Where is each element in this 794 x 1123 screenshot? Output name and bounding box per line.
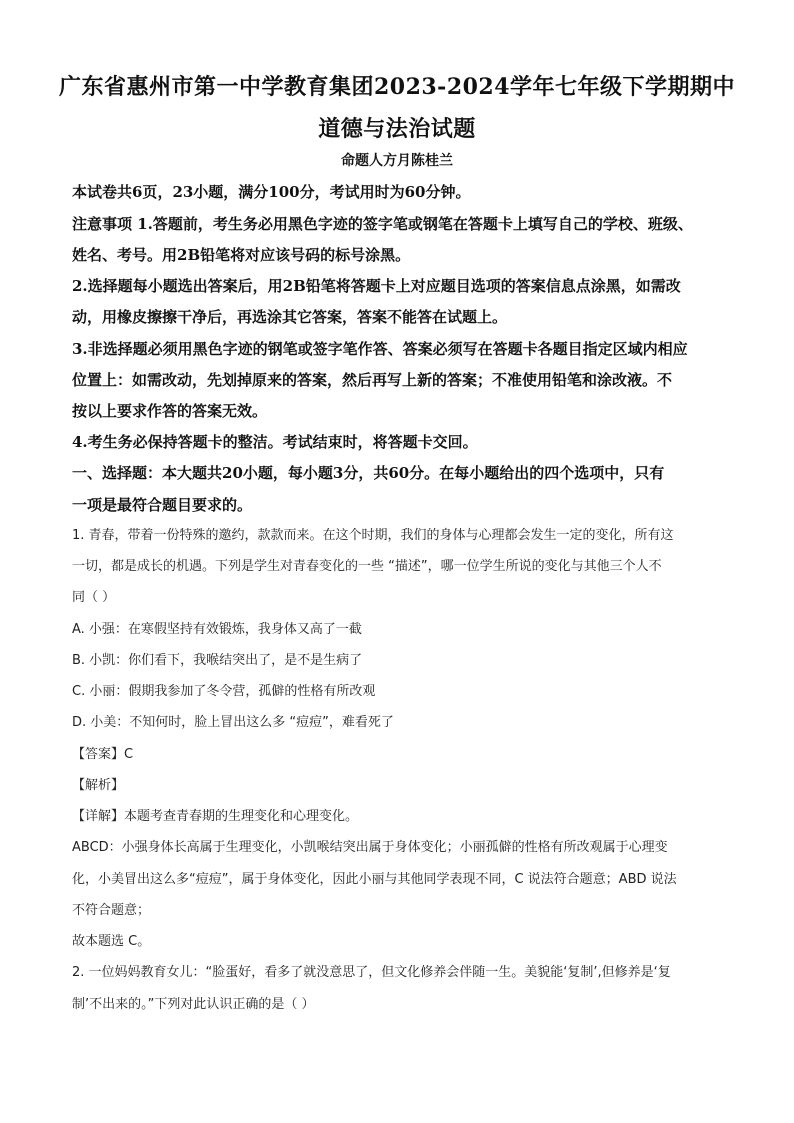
answer-label: 【答案】 (72, 747, 125, 762)
note-1-line-b: 姓名、考号。用2B铅笔将对应该号码的标号涂黑。 (72, 246, 411, 264)
q1-option-b: B. 小凯：你们看下，我喉结突出了，是不是生病了 (72, 653, 363, 668)
q1-detail: 【详解】本题考查青春期的生理变化和心理变化。 (72, 809, 359, 824)
q1-conclusion: 故本题选 C。 (72, 934, 151, 949)
q1-stem-line-c: 同（ ） (72, 590, 116, 605)
q1-option-d: D. 小美：不知何时，脸上冒出这么多 “痘痘”，难看死了 (72, 715, 394, 730)
q1-answer (72, 745, 722, 765)
answer-value: C (124, 747, 134, 762)
q1-explain-line-a: ABCD：小强身体长高属于生理变化，小凯喉结突出属于身体变化；小丽孤僻的性格有所改观属于心理变 (72, 840, 668, 855)
q1-option-c: C. 小丽：假期我参加了冬令营，孤僻的性格有所改观 (72, 684, 376, 699)
q2-stem-line-b: 制’不出来的。”下列对此认识正确的是（ ） (72, 997, 315, 1012)
section-heading-line-a: 一、选择题：本大题共20小题，每小题3分，共60分。在每小题给出的四个选项中，只有 (72, 464, 665, 482)
note-4: 4.考生务必保持答题卡的整洁。考试结束时，将答题卡交回。 (72, 433, 478, 451)
note-3-line-b: 位置上：如需改动，先划掉原来的答案，然后再写上新的答案；不准使用铅笔和涂改液。不 (72, 371, 673, 389)
question-setter: 命题人方月陈桂兰 (341, 153, 453, 169)
exam-summary: 本试卷共6页，23小题，满分100分，考试用时为60分钟。 (72, 183, 471, 201)
q1-explain-line-c: 不符合题意； (72, 903, 151, 918)
section-heading-line-b: 一项是最符合题目要求的。 (72, 496, 253, 514)
q1-stem-line-b: 一切，都是成长的机遇。下列是学生对青春变化的一些 “描述”，哪一位学生所说的变化与其他三个人不 (72, 559, 662, 574)
q1-option-a: A. 小强：在寒假坚持有效锻炼，我身体又高了一截 (72, 622, 362, 637)
q1-analysis-label: 【解析】 (72, 778, 125, 793)
exam-title-line1: 广东省惠州市第一中学教育集团2023-2024学年七年级下学期期中 (58, 74, 736, 100)
q1-stem-line-a: 1. 青春，带着一份特殊的邀约，款款而来。在这个时期，我们的身体与心理都会发生一定的变化，所有这 (72, 528, 674, 543)
exam-title-line2: 道德与法治试题 (318, 116, 476, 142)
note-3-line-a: 3.非选择题必须用黑色字迹的钢笔或签字笔作答、答案必须写在答题卡各题目指定区域内相应 (72, 340, 688, 358)
note-2-line-b: 动，用橡皮擦擦干净后，再选涂其它答案，答案不能答在试题上。 (72, 308, 508, 326)
q2-stem-line-a: 2. 一位妈妈教育女儿：“脸蛋好，看多了就没意思了，但文化修养会伴随一生。美貌能‘复制’,但修养是‘复 (72, 965, 671, 980)
note-1-line-a: 注意事项 1.答题前，考生务必用黑色字迹的签字笔或钢笔在答题卡上填写自己的学校、班级、 (72, 215, 693, 233)
q1-explain-line-b: 化，小美冒出这么多“痘痘”，属于身体变化，因此小丽与其他同学表现不同，C 说法符合题意；ABD 说法 (72, 872, 677, 887)
note-3-line-c: 按以上要求作答的答案无效。 (72, 402, 268, 420)
note-2-line-a: 2.选择题每小题选出答案后，用2B铅笔将答题卡上对应题目选项的答案信息点涂黑，如需改 (72, 277, 681, 295)
